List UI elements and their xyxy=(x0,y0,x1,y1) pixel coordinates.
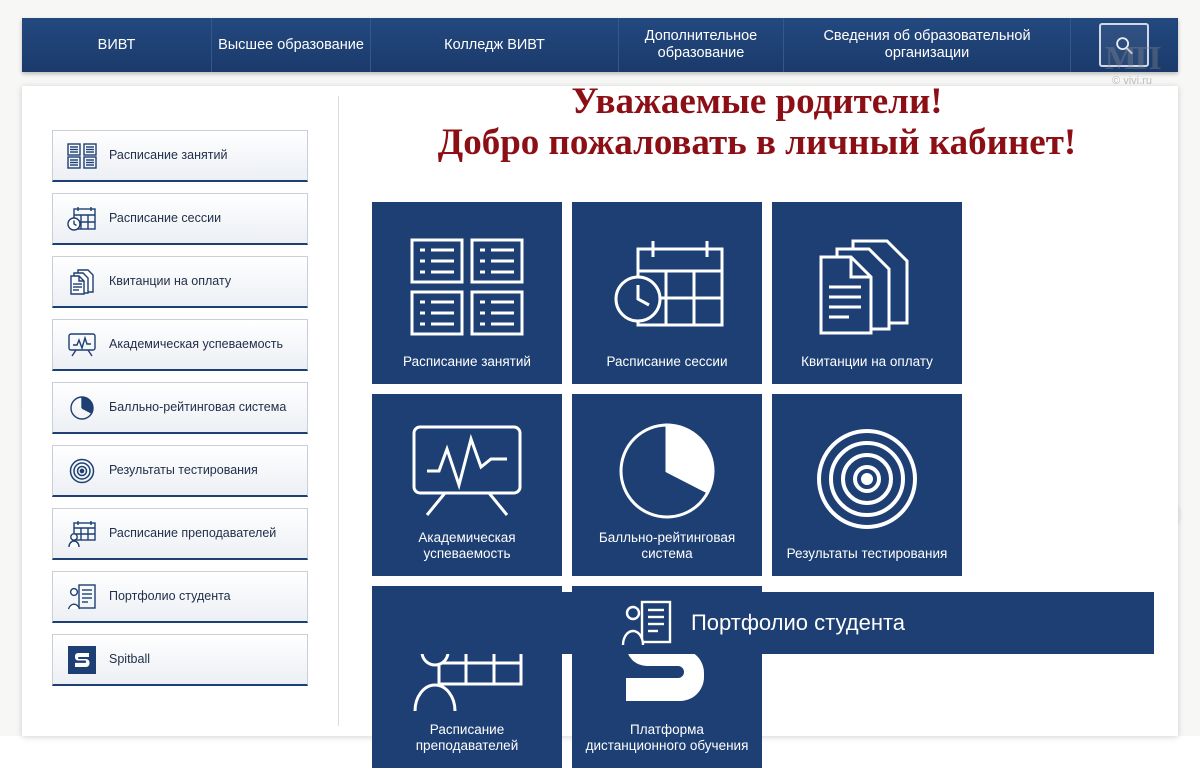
page-title-line-1: Уважаемые родители! xyxy=(571,81,943,122)
tile-session-schedule[interactable] xyxy=(572,202,762,384)
tile-label: Академическая успеваемость xyxy=(418,529,516,561)
sidebar-item-label: Spitball xyxy=(109,652,150,667)
spitball-logo-icon xyxy=(65,643,99,677)
tile-label: Расписание преподавателей xyxy=(415,721,519,753)
tile-label: Расписание занятий xyxy=(403,353,531,369)
sidebar-item-label: Расписание занятий xyxy=(109,148,228,163)
portfolio-icon xyxy=(65,580,99,614)
sidebar-item-label: Расписание сессии xyxy=(109,211,222,226)
tile-schedule[interactable] xyxy=(372,202,562,384)
target-icon xyxy=(65,454,99,488)
sidebar-item-label: Академическая успеваемость xyxy=(109,337,284,352)
content-divider xyxy=(338,96,339,726)
sidebar-item-session-schedule[interactable] xyxy=(52,193,308,245)
tile-label: Квитанции на оплату xyxy=(801,353,933,369)
nav-item-organization-info[interactable] xyxy=(784,18,1071,72)
tile-receipts[interactable] xyxy=(772,202,962,384)
sidebar-item-test-results[interactable] xyxy=(52,445,308,497)
documents-icon xyxy=(65,265,99,299)
sidebar xyxy=(52,130,308,697)
nav-item-label: Высшее образование xyxy=(218,36,364,53)
nav-item-college[interactable] xyxy=(371,18,619,72)
tile-label: Расписание сессии xyxy=(606,353,728,369)
tile-rating-system[interactable] xyxy=(572,394,762,576)
target-icon xyxy=(772,412,962,546)
pie-chart-icon xyxy=(572,412,762,530)
sidebar-item-spitball[interactable] xyxy=(52,634,308,686)
search-button[interactable] xyxy=(1071,18,1177,72)
sidebar-item-label: Балльно-рейтинговая система xyxy=(109,400,287,415)
nav-item-higher-education[interactable] xyxy=(212,18,371,72)
sidebar-item-label: Портфолио студента xyxy=(109,589,231,604)
nav-item-label: Дополнительное образование xyxy=(644,28,758,61)
search-icon[interactable] xyxy=(1099,23,1149,67)
sidebar-item-receipts[interactable] xyxy=(52,256,308,308)
top-navigation xyxy=(22,18,1178,72)
sidebar-item-label: Результаты тестирования xyxy=(109,463,258,478)
tile-label: Портфолио студента xyxy=(690,610,906,635)
page-title xyxy=(352,82,1162,163)
tile-test-results[interactable] xyxy=(772,394,962,576)
chart-board-icon xyxy=(65,328,99,362)
nav-item-label: Сведения об образовательной организации xyxy=(823,28,1031,61)
schedule-grid-icon xyxy=(372,220,562,354)
tile-label: Балльно-рейтинговая система xyxy=(598,529,736,561)
tiles-grid xyxy=(372,202,1154,768)
sidebar-item-academic-performance[interactable] xyxy=(52,319,308,371)
tile-academic-performance[interactable] xyxy=(372,394,562,576)
calendar-clock-icon xyxy=(572,220,762,354)
nav-item-vivt[interactable] xyxy=(22,18,212,72)
calendar-clock-icon xyxy=(65,202,99,236)
sidebar-item-rating-system[interactable] xyxy=(52,382,308,434)
content-card xyxy=(22,81,1178,753)
tile-label: Результаты тестирования xyxy=(786,545,948,561)
schedule-grid-icon xyxy=(65,139,99,173)
nav-item-additional-education[interactable] xyxy=(619,18,784,72)
sidebar-item-teachers-schedule[interactable] xyxy=(52,508,308,560)
chart-board-icon xyxy=(372,412,562,530)
teacher-calendar-icon xyxy=(65,517,99,551)
nav-item-label: Колледж ВИВТ xyxy=(444,36,545,53)
tile-portfolio[interactable] xyxy=(372,592,1154,654)
sidebar-item-schedule[interactable] xyxy=(52,130,308,182)
watermark-caption: © vivi.ru xyxy=(1112,74,1152,87)
page-title-line-2: Добро пожаловать в личный кабинет! xyxy=(437,121,1077,163)
watermark-logo: МП xyxy=(1104,40,1160,77)
pie-chart-icon xyxy=(65,391,99,425)
documents-icon xyxy=(772,220,962,354)
portfolio-icon xyxy=(621,599,673,647)
sidebar-item-label: Квитанции на оплату xyxy=(109,274,232,289)
tile-label: Платформа дистанционного обучения xyxy=(585,721,749,753)
nav-item-label: ВИВТ xyxy=(97,36,136,53)
sidebar-item-portfolio[interactable] xyxy=(52,571,308,623)
sidebar-item-label: Расписание преподавателей xyxy=(109,526,277,541)
